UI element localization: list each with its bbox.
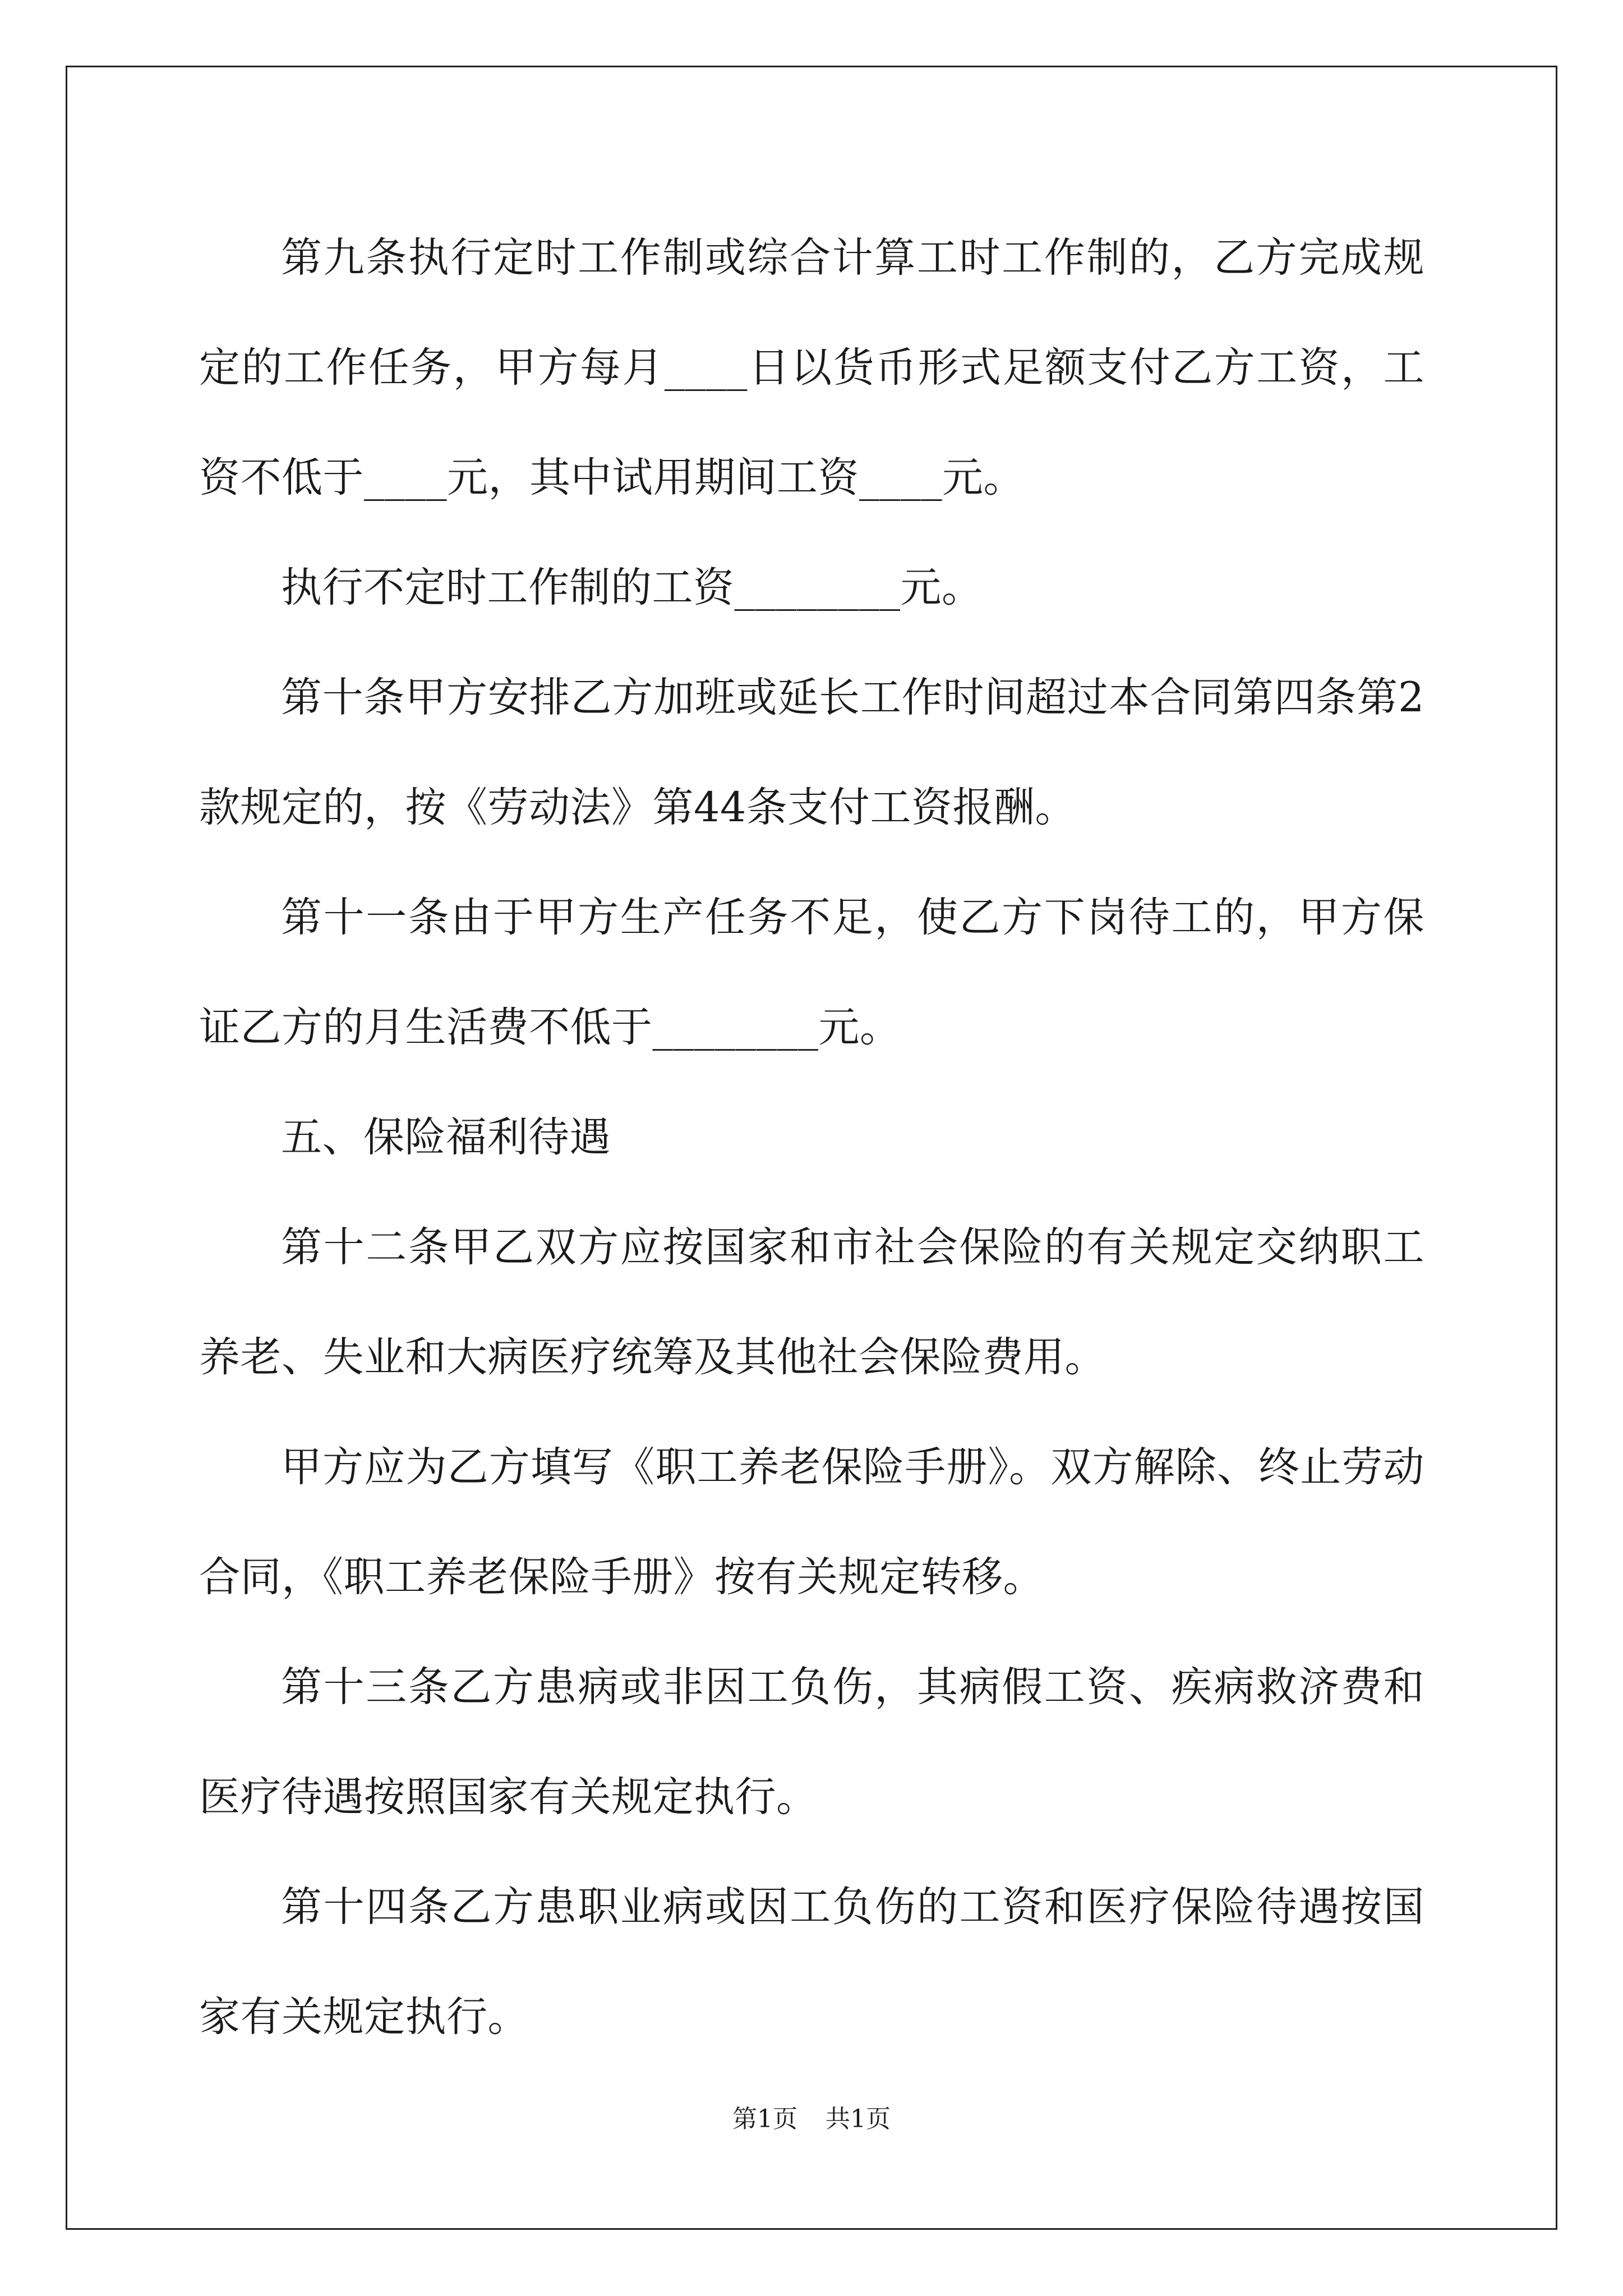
page-number-current: 第1页 (732, 2105, 797, 2133)
page-number-total: 共1页 (826, 2105, 891, 2133)
paragraph-pension-handbook: 甲方应为乙方填写《职工养老保险手册》。双方解除、终止劳动合同，《职工养老保险手册》按有关规定转移。 (199, 1443, 1424, 1601)
paragraph-article-12: 第十二条甲乙双方应按国家和市社会保险的有关规定交纳职工养老、失业和大病医疗统筹及其他社会保险费用。 (199, 1223, 1424, 1381)
page-footer (0, 2102, 1623, 2136)
paragraph-article-14: 第十四条乙方患职业病或因工负伤的工资和医疗保险待遇按国家有关规定执行。 (199, 1883, 1424, 2041)
section-heading-insurance: 五、保险福利待遇 (281, 1114, 611, 1161)
paragraph-article-9: 第九条执行定时工作制或综合计算工时工作制的，乙方完成规定的工作任务，甲方每月____日以货币形式足额支付乙方工资，工资不低于____元，其中试用期间工资____元。 (199, 234, 1424, 501)
paragraph-nonfixed-wage: 执行不定时工作制的工资________元。 (281, 564, 983, 611)
paragraph-article-13: 第十三条乙方患病或非因工负伤，其病假工资、疾病救济费和医疗待遇按照国家有关规定执行。 (199, 1663, 1424, 1821)
document-body (199, 203, 1424, 2072)
paragraph-article-10: 第十条甲方安排乙方加班或延长工作时间超过本合同第四条第2款规定的，按《劳动法》第44条支付工资报酬。 (199, 674, 1424, 831)
paragraph-article-11: 第十一条由于甲方生产任务不足，使乙方下岗待工的，甲方保证乙方的月生活费不低于________元。 (199, 894, 1424, 1051)
